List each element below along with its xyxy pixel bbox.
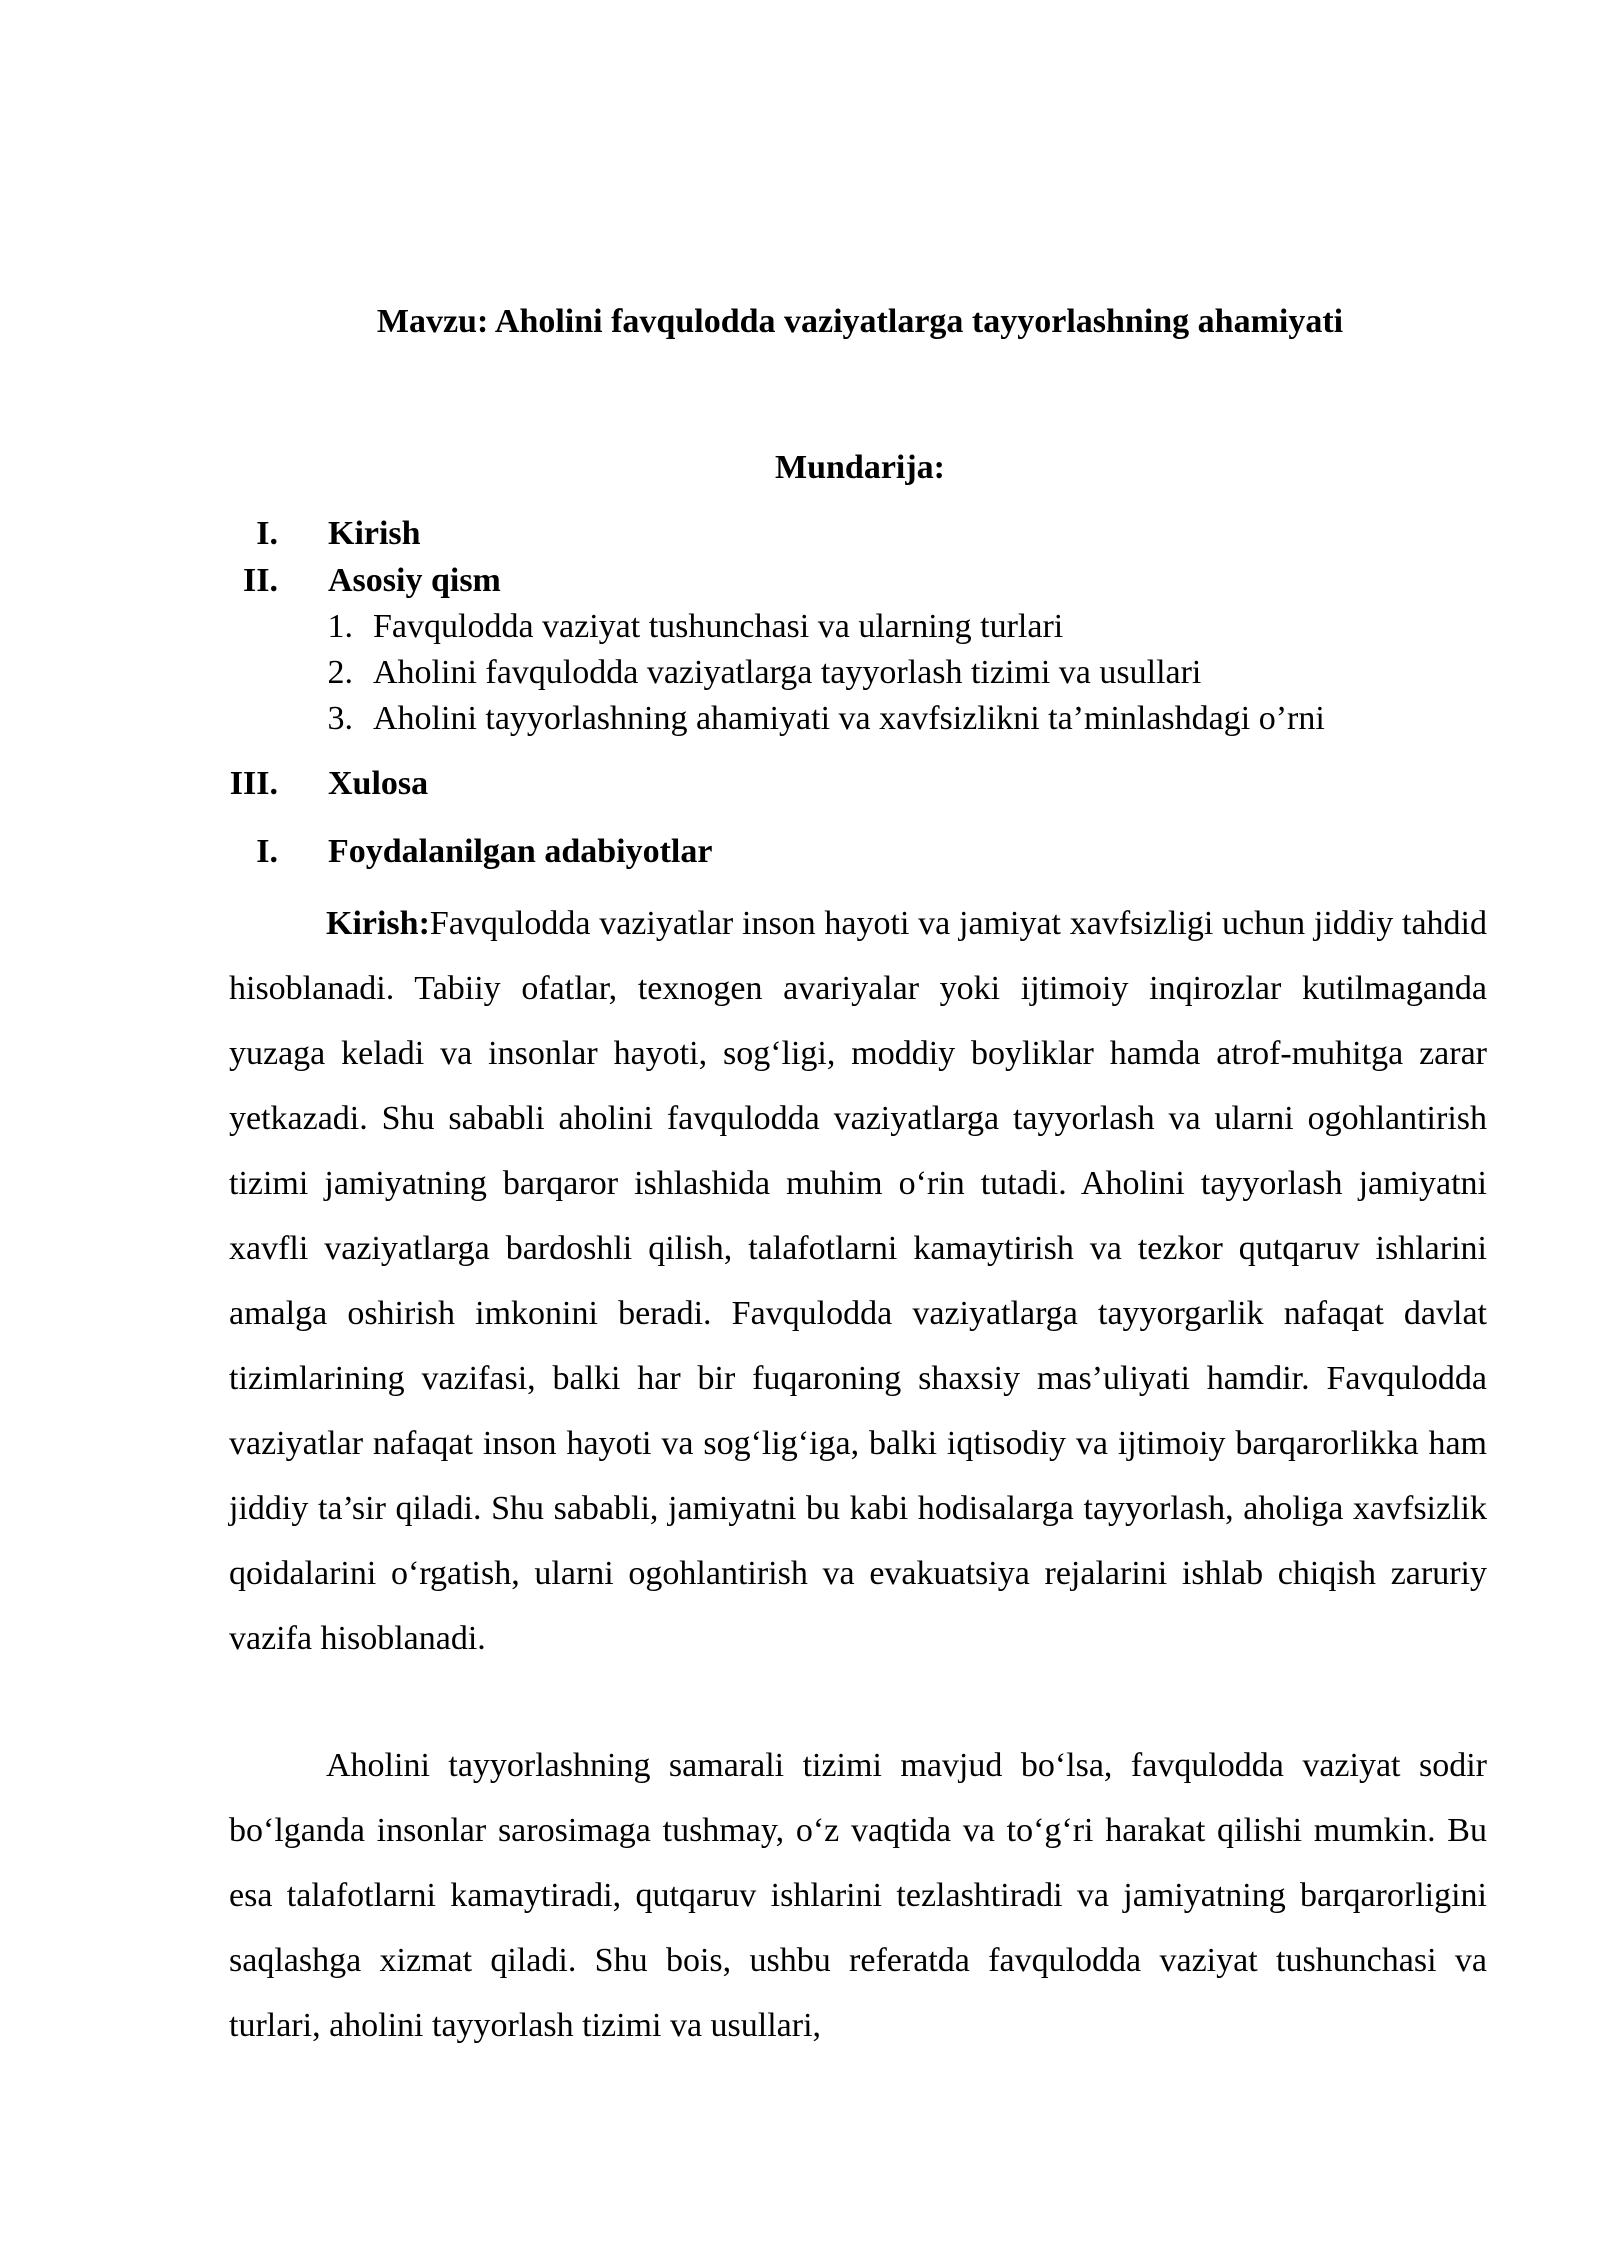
toc-subitem-number: 2. [327,654,353,691]
toc-item-number: I. [256,833,278,870]
toc-item-label: Foydalanilgan adabiyotlar [328,833,713,870]
toc-heading: Mundarija: [775,449,945,486]
toc-subitem-label: Favqulodda vaziyat tushunchasi va ularning turlari [373,608,1064,645]
toc-item-label: Kirish [328,515,421,552]
toc-subitem-number: 3. [327,700,353,737]
toc-subitem-label: Aholini favqulodda vaziyatlarga tayyorlash tizimi va usullari [373,654,1202,691]
toc-item-label: Asosiy qism [328,562,501,599]
body-paragraph-2: Aholini tayyorlashning samarali tizimi mavjud bo‘lsa, favqulodda vaziyat sodir bo‘lganda insonlar sarosimaga tushmay, o‘z vaqtida va to‘g‘ri harakat qilishi mumkin. Bu esa talafotlarni kamaytiradi, qutqaruv ishlarini tezlashtiradi va jamiyatning barqarorligini saqlashga xizmat qiladi. Shu bois, ushbu referatda favqulodda vaziyat tushunchasi va turlari, aholini tayyorlash tizimi va usullari, [229,1747,1487,2044]
intro-lead: Kirish: [326,905,430,942]
intro-text: Favqulodda vaziyatlar inson hayoti va jamiyat xavfsizligi uchun jiddiy tahdid hisoblanadi. Tabiiy ofatlar, texnogen avariyalar yoki ijtimoiy inqirozlar kutilmaganda yuzaga keladi va insonlar hayoti, sog‘ligi, moddiy boyliklar hamda atrof-muhitga zarar yetkazadi. Shu sababli aholini favqulodda vaziyatlarga tayyorlash va ularni ogohlantirish tizimi jamiyatning barqaror ishlashida muhim o‘rin tutadi. Aholini tayyorlash jamiyatni xavfli vaziyatlarga bardoshli qilish, talafotlarni kamaytirish va tezkor qutqaruv ishlarini amalga oshirish imkonini beradi. Favqulodda vaziyatlarga tayyorgarlik nafaqat davlat tizimlarining vazifasi, balki har bir fuqaroning shaxsiy mas’uliyati hamdir. Favqulodda vaziyatlar nafaqat inson hayoti va sog‘lig‘iga, balki iqtisodiy va ijtimoiy barqarorlikka ham jiddiy ta’sir qiladi. Shu sababli, jamiyatni bu kabi hodisalarga tayyorlash, aholiga xavfsizlik qoidalarini o‘rgatish, ularni ogohlantirish va evakuatsiya rejalarini ishlab chiqish zaruriy vazifa hisoblanadi. [229,905,1487,1657]
toc-subitem-number: 1. [327,608,353,645]
intro-paragraph [229,891,1487,1671]
toc-item-number: II. [243,562,278,599]
toc-item-number: III. [229,765,278,802]
toc-item-number: I. [256,515,278,552]
document-title: Mavzu: Aholini favqulodda vaziyatlarga tayyorlashning ahamiyati [376,303,1344,340]
toc-subitem-label: Aholini tayyorlashning ahamiyati va xavfsizlikni ta’minlashdagi o’rni [373,700,1325,737]
toc-item-label: Xulosa [328,765,429,802]
